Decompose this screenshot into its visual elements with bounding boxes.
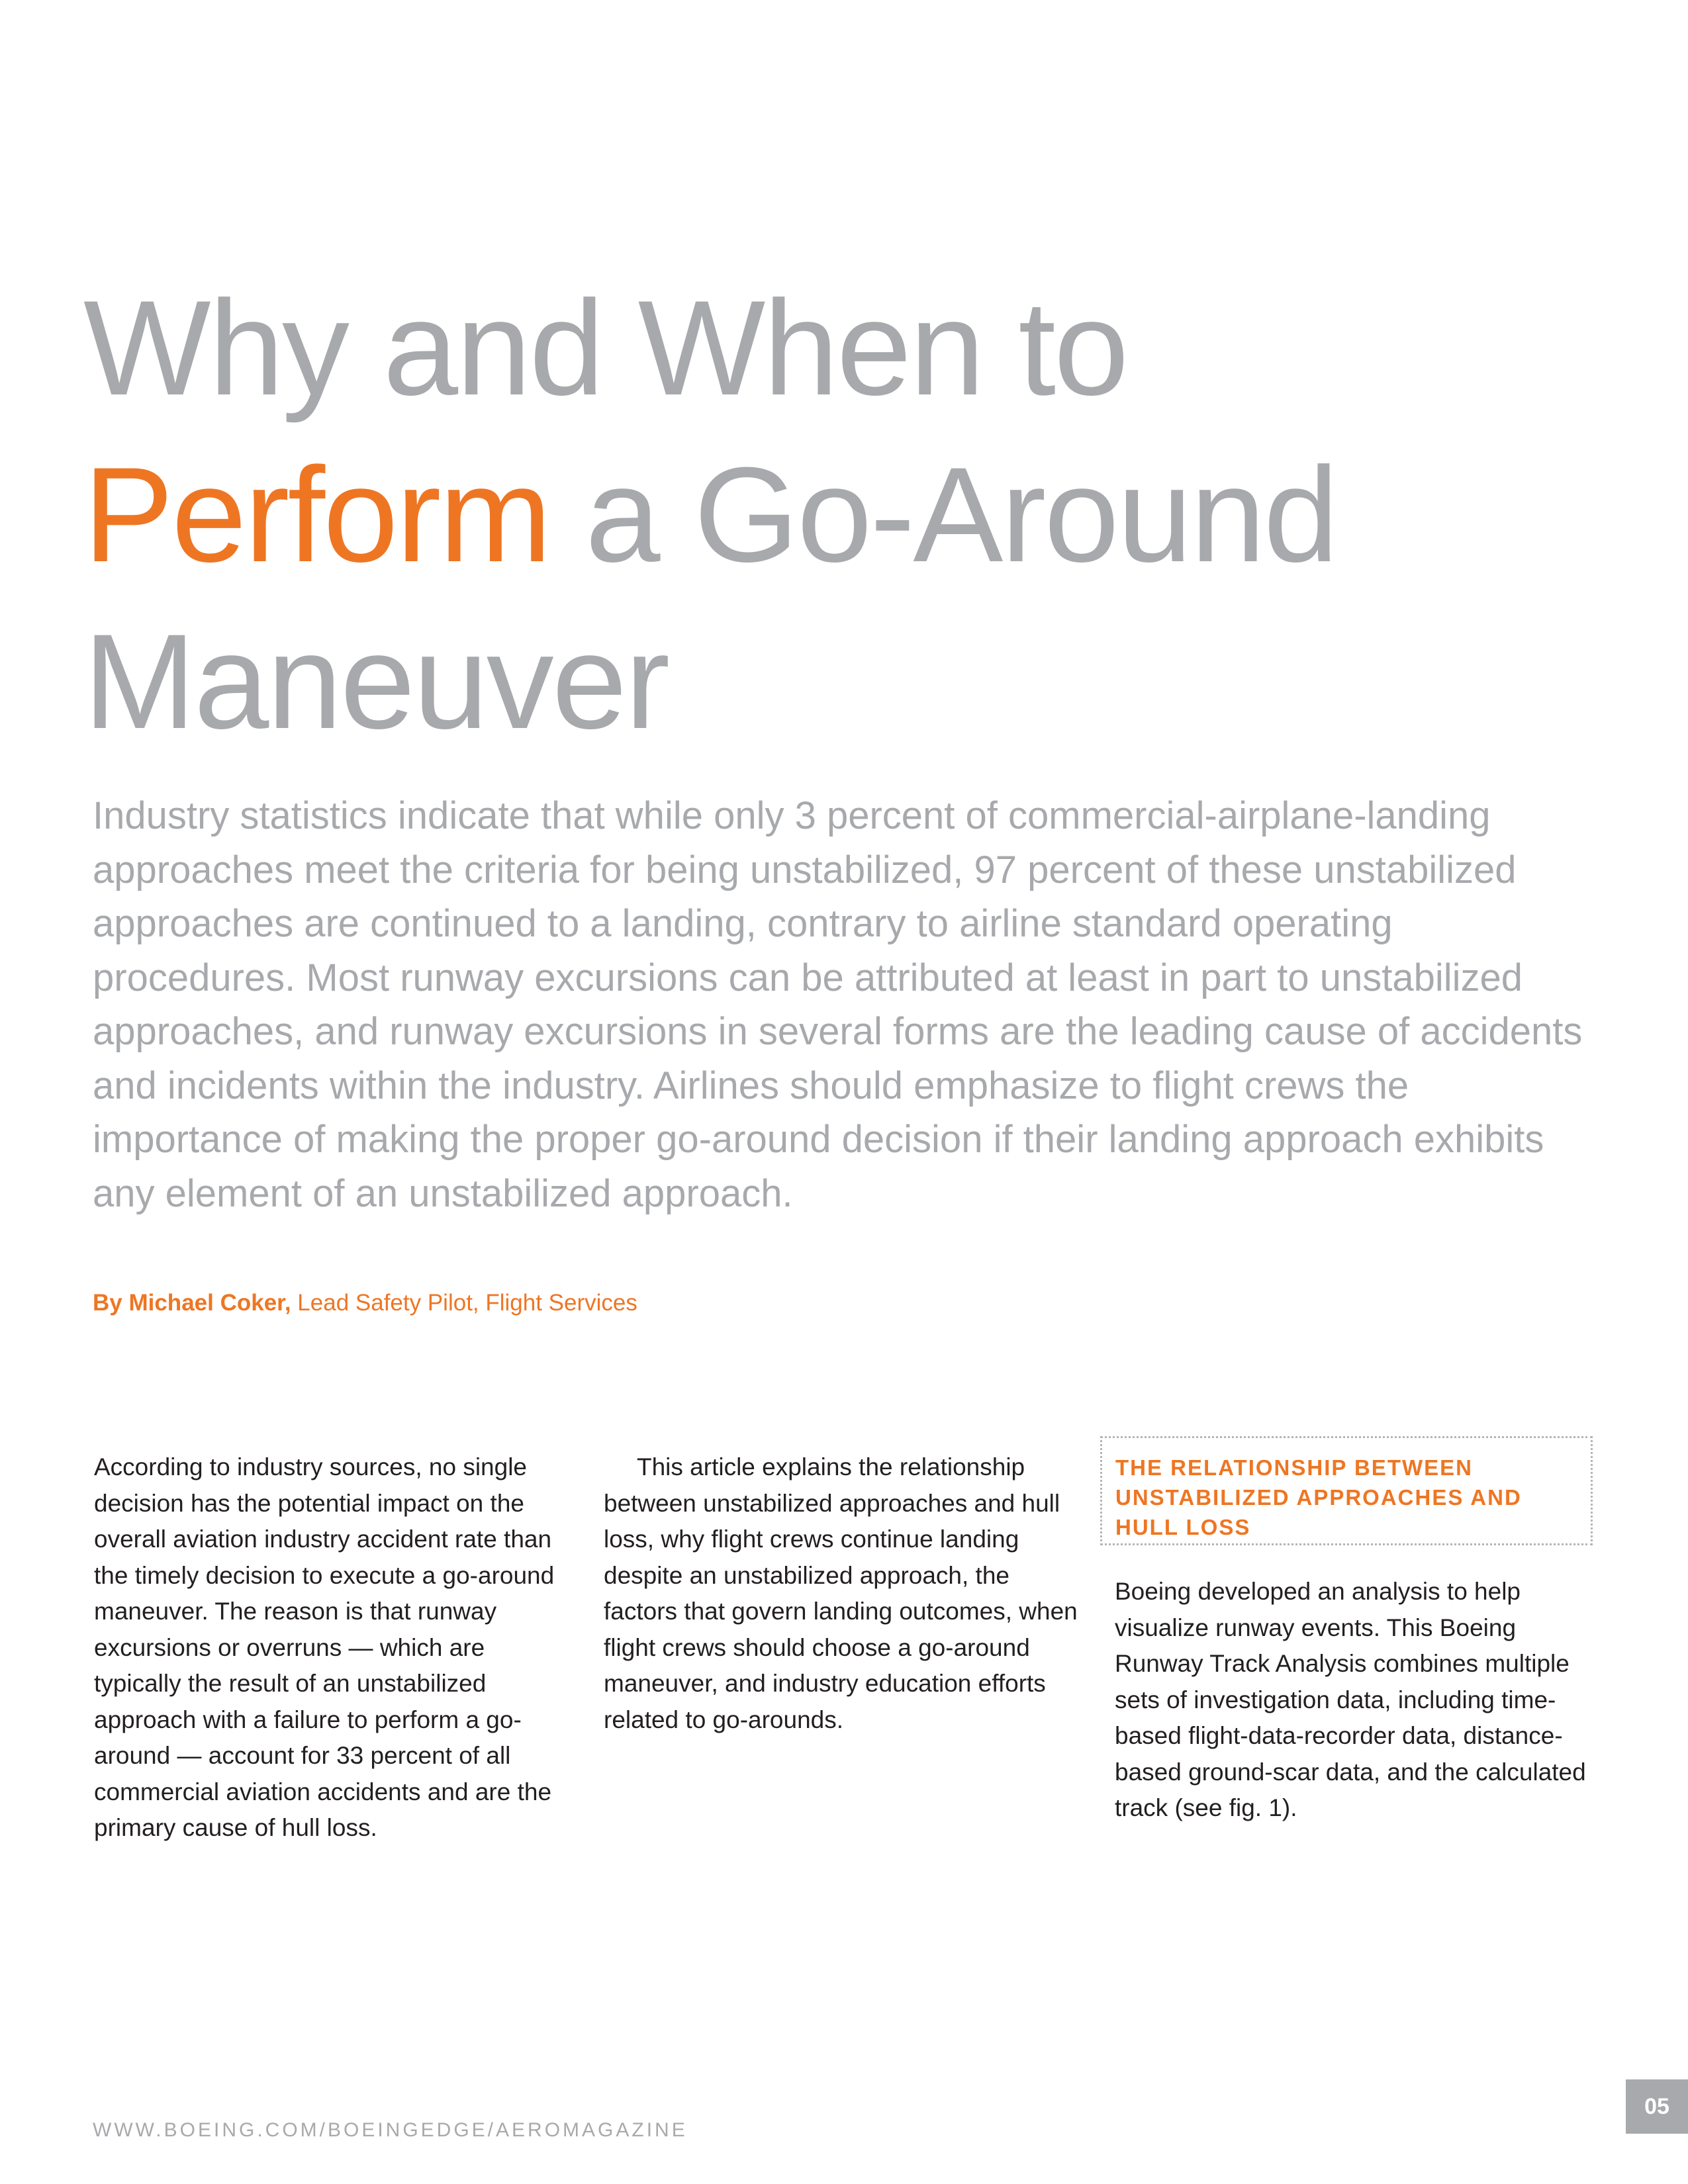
footer-url: WWW.BOEING.COM/BOEINGEDGE/AEROMAGAZINE bbox=[93, 2119, 688, 2141]
title-line-2-rest: a Go-Around bbox=[549, 439, 1337, 590]
section-heading: THE RELATIONSHIP BETWEEN UNSTABILIZED APPROACHES AND HULL LOSS bbox=[1115, 1455, 1522, 1539]
title-accent-word: Perform bbox=[83, 439, 550, 590]
title-line-3: Maneuver bbox=[83, 606, 669, 757]
section-heading-box bbox=[1100, 1436, 1593, 1545]
body-column-2: This article explains the relationship between unstabilized approaches and hull loss, why flight crews continue landing despite an unstabilized approach, the factors that govern landing outcomes, when flight crews should choose a go-around maneuver, and industry education efforts related to go-arounds. bbox=[604, 1453, 1078, 1733]
page-number: 05 bbox=[1626, 2079, 1688, 2134]
byline-author: By Michael Coker, bbox=[93, 1290, 291, 1316]
byline-role: Lead Safety Pilot, Flight Services bbox=[291, 1290, 637, 1316]
byline bbox=[93, 1287, 637, 1319]
intro-paragraph: Industry statistics indicate that while only 3 percent of commercial-airplane-landing approaches meet the criteria for being unstabilized, 97 percent of these unstabilized approaches are continued to a landing, contrary to airline standard operating procedures. Most runway excursions can be attributed at least in part to unstabilized approaches, and runway excursions in several forms are the leading cause of accidents and incidents within the industry. Airlines should emphasize to flight crews the importance of making the proper go-around decision if their landing approach exhibits any element of an unstabilized approach. bbox=[93, 794, 1583, 1215]
title-line-2 bbox=[83, 432, 1540, 598]
body-column-3: Boeing developed an analysis to help visualize runway events. This Boeing Runway Track Analysis combines multiple sets of investigation data, including time-based flight-data-recorder data, distance-based ground-scar data, and the calculated track (see fig. 1). bbox=[1115, 1578, 1586, 1821]
article-title bbox=[83, 265, 1540, 765]
title-line-1: Why and When to bbox=[83, 273, 1127, 424]
body-column-1: According to industry sources, no single decision has the potential impact on the overall aviation industry accident rate than the timely decision to execute a go-around maneuver. The reason is that runway excursions or overruns — which are typically the result of an unstabilized approach with a failure to perform a go-around — account for 33 percent of all commercial aviation accidents and are the primary cause of hull loss. bbox=[94, 1453, 555, 1841]
